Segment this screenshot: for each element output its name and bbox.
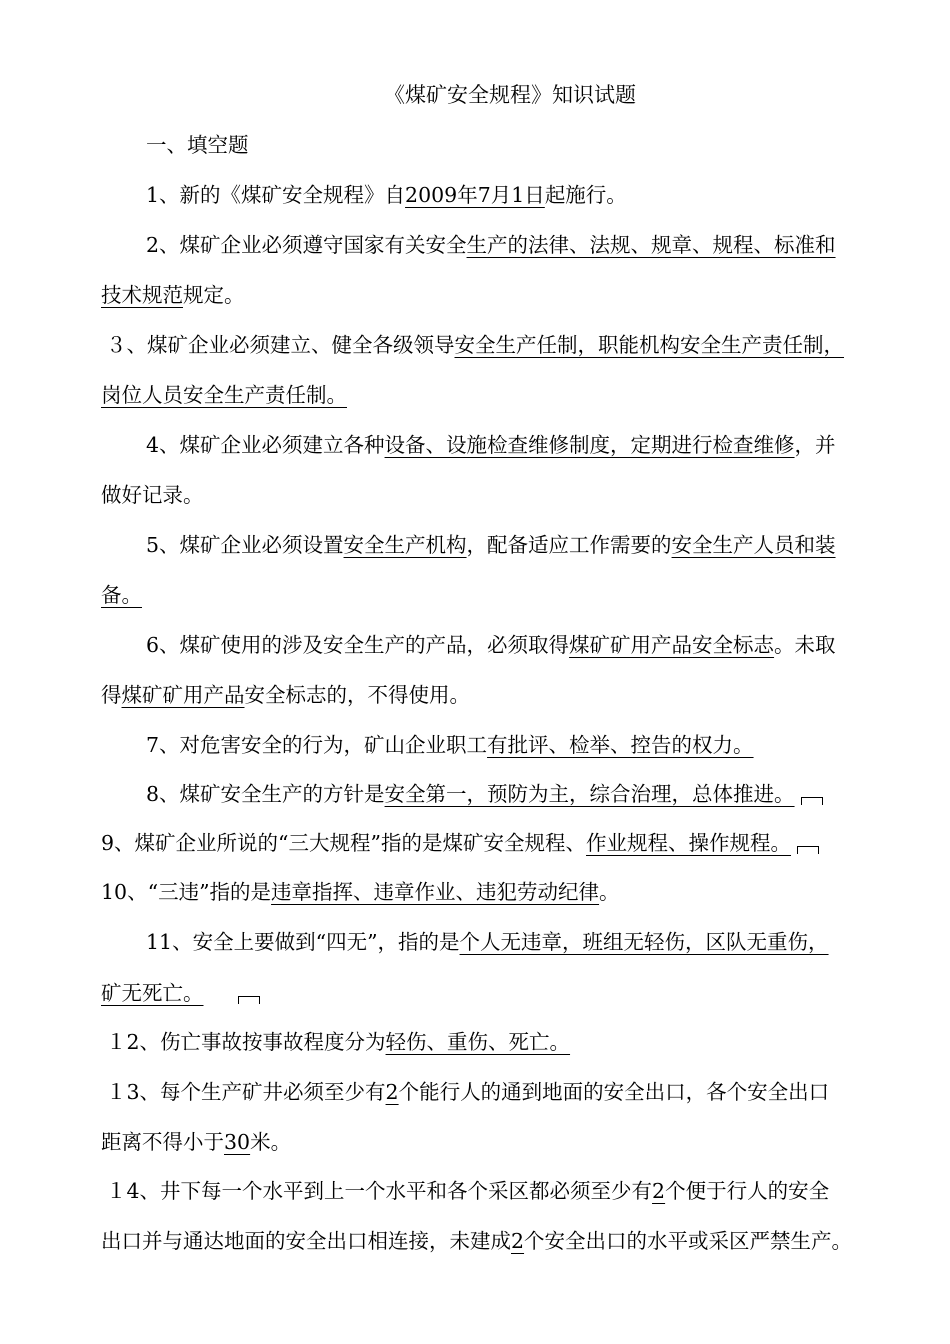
question-6-line-1: 6、煤矿使用的涉及安全生产的产品，必须取得煤矿矿用产品安全标志。未取 [146,633,836,657]
question-4-line-1: 4、煤矿企业必须建立各种设备、设施检查维修制度，定期进行检查维修，并 [146,433,836,457]
edit-mark-icon [801,797,823,805]
question-14-line-2: 出口并与通达地面的安全出口相连接，未建成2个安全出口的水平或采区严禁生产。 [101,1229,853,1253]
question-11-line-1: 11、安全上要做到“四无”，指的是个人无违章，班组无轻伤，区队无重伤， [146,930,829,954]
answer: 个人无违章，班组无轻伤，区队无重伤， [459,930,829,954]
section-heading: 一、填空题 [146,133,249,157]
question-11-line-2 [101,976,260,1010]
question-12: １2、伤亡事故按事故程度分为轻伤、重伤、死亡。 [106,1030,571,1054]
answer: 煤矿矿用产品 [121,683,245,707]
question-5-line-2 [101,578,142,612]
question-2-line-2: 技术规范规定。 [101,283,245,307]
answer: 技术规范 [101,283,183,307]
question-4-line-2: 做好记录。 [101,483,204,507]
answer: 矿无死亡。 [101,981,204,1005]
answer: 2 [511,1229,525,1253]
answer: 2009年7月1日 [405,183,545,207]
answer: 煤矿矿用产品安全标志 [569,633,775,657]
question-5-line-1: 5、煤矿企业必须设置安全生产机构，配备适应工作需要的安全生产人员和装 [146,533,836,557]
question-8: 8、煤矿安全生产的方针是安全第一，预防为主，综合治理，总体推进。 [146,777,823,811]
question-3-line-2 [101,378,347,412]
question-10: 10、“三违”指的是违章指挥、违章作业、违犯劳动纪律。 [101,880,620,904]
document-title: 《煤矿安全规程》知识试题 [384,83,636,107]
answer: 30 [224,1130,251,1154]
answer: 生产的法律、法规、规章、规程、标准和 [466,233,836,257]
question-6-line-2: 得煤矿矿用产品安全标志的，不得使用。 [101,683,470,707]
question-3-line-1: ３、煤矿企业必须建立、健全各级领导安全生产任制，职能机构安全生产责任制， [106,333,844,357]
answer: 有批评、检举、控告的权力。 [487,733,754,757]
answer: 安全第一，预防为主，综合治理，总体推进。 [384,782,795,806]
answer: 安全生产机构 [343,533,467,557]
question-13-line-2: 距离不得小于30米。 [101,1130,292,1154]
answer: 安全生产任制，职能机构安全生产责任制， [454,333,844,357]
answer: 2 [652,1179,666,1203]
edit-mark-icon [797,846,819,854]
question-2-line-1: 2、煤矿企业必须遵守国家有关安全生产的法律、法规、规章、规程、标准和 [146,233,836,257]
question-9: 9、煤矿企业所说的“三大规程”指的是煤矿安全规程、作业规程、操作规程。 [101,826,819,860]
answer: 轻伤、重伤、死亡。 [385,1030,571,1054]
answer: 安全生产人员和装 [671,533,836,557]
answer: 作业规程、操作规程。 [586,831,792,855]
answer: 违章指挥、违章作业、违犯劳动纪律 [271,880,600,904]
question-7: 7、对危害安全的行为，矿山企业职工有批评、检举、控告的权力。 [146,733,754,757]
question-13-line-1: １3、每个生产矿井必须至少有2个能行人的通到地面的安全出口，各个安全出口 [106,1080,830,1104]
question-14-line-1: １4、井下每一个水平到上一个水平和各个采区都必须至少有2个便于行人的安全 [106,1179,830,1203]
answer: 设备、设施检查维修制度，定期进行检查维修 [384,433,795,457]
edit-mark-icon [238,996,260,1004]
answer: 2 [385,1080,399,1104]
answer: 岗位人员安全生产责任制。 [101,383,347,407]
answer: 备。 [101,583,142,607]
question-1: 1、新的《煤矿安全规程》自2009年7月1日起施行。 [146,183,627,207]
